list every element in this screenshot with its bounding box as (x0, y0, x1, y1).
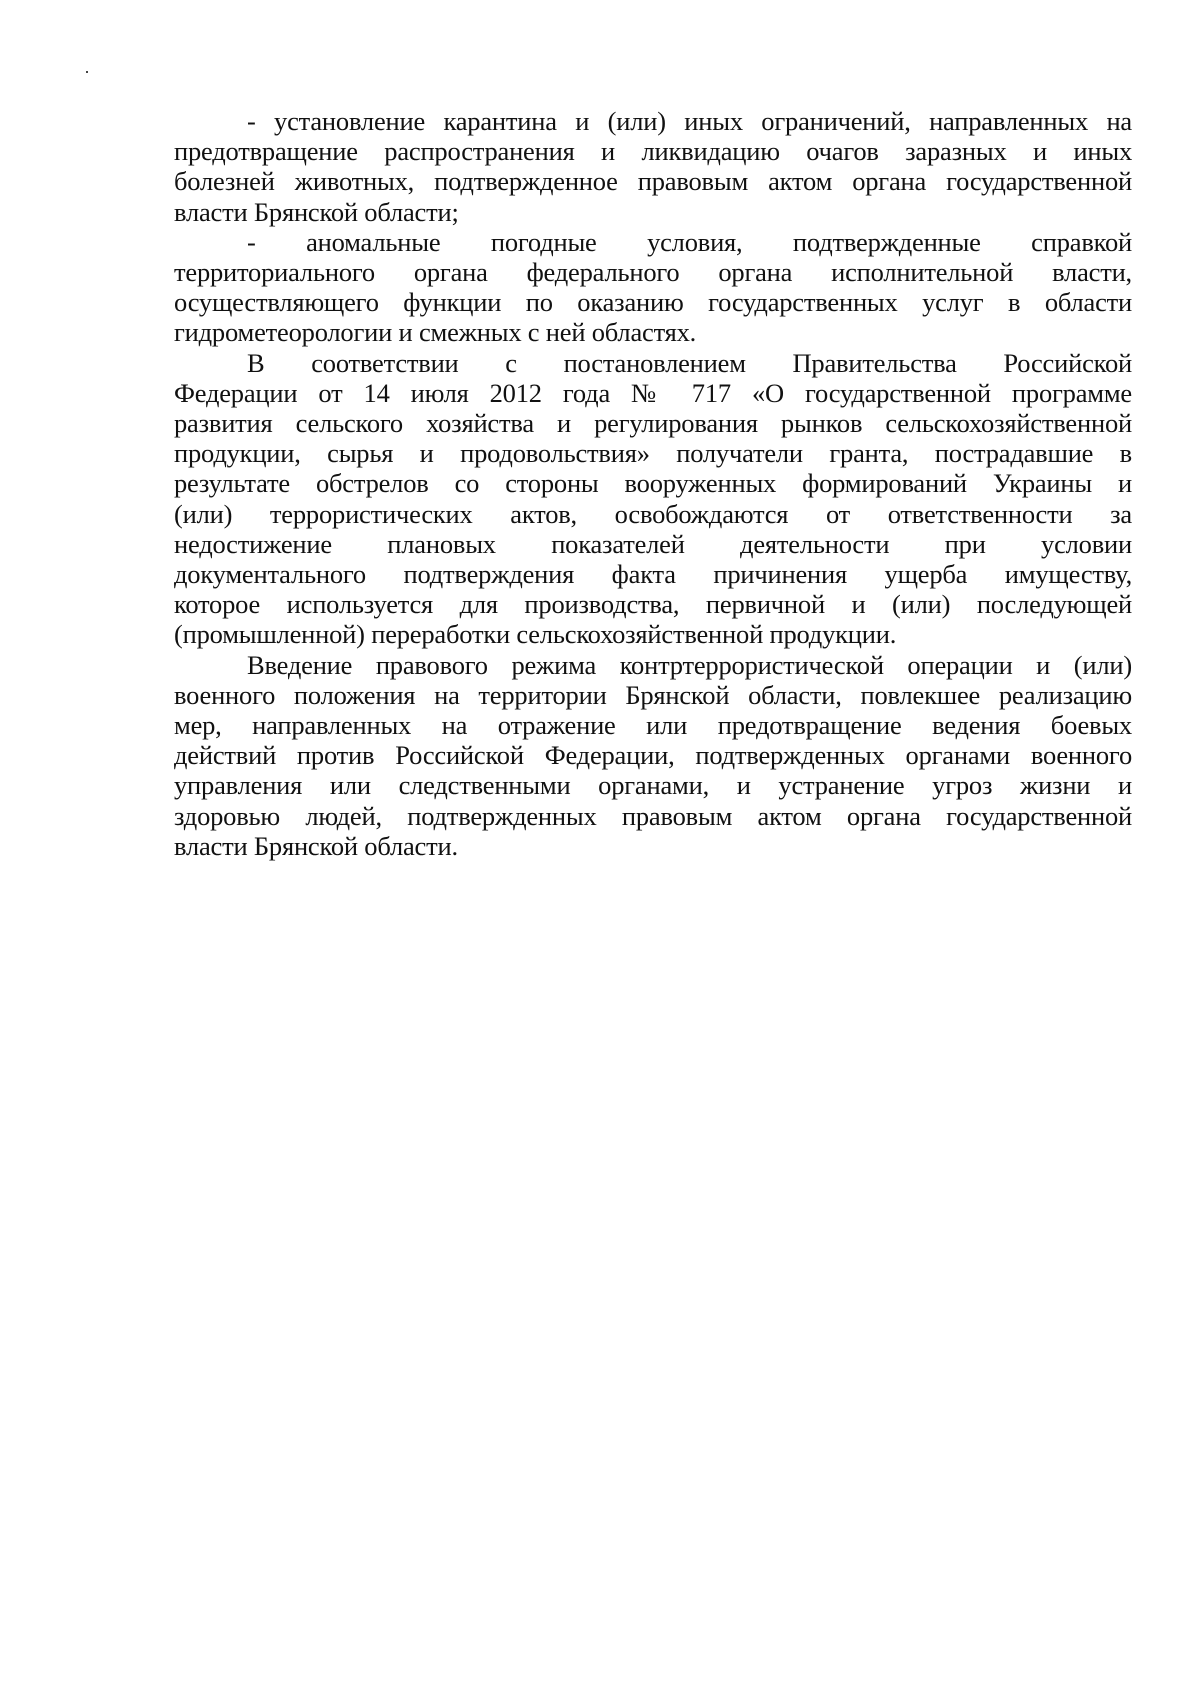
text-line: управления или следственными органами, и устранение угроз жизни и (174, 770, 1132, 801)
text-line: предотвращение распространения и ликвидацию очагов заразных и иных (174, 136, 1132, 167)
paragraph-quarantine (174, 106, 1132, 227)
text-line: результате обстрелов со стороны вооруженных формирований Украины и (174, 468, 1132, 499)
text-line: болезней животных, подтвержденное правовым актом органа государственной (174, 166, 1132, 197)
text-line: развития сельского хозяйства и регулирования рынков сельскохозяйственной (174, 408, 1132, 439)
text-line: здоровью людей, подтвержденных правовым актом органа государственной (174, 800, 1132, 831)
document-page (174, 106, 1132, 861)
text-line: осуществляющего функции по оказанию государственных услуг в области (174, 287, 1132, 318)
text-line: территориального органа федерального органа исполнительной власти, (174, 257, 1132, 288)
text-line: - аномальные погодные условия, подтвержденные справкой (247, 226, 1132, 257)
text-line: гидрометеорологии и смежных с ней областях. (174, 317, 697, 348)
text-line: В соответствии с постановлением Правительства Российской (247, 347, 1132, 378)
text-line: военного положения на территории Брянской области, повлекшее реализацию (174, 679, 1132, 710)
text-line: Введение правового режима контртеррористической операции и (или) (247, 649, 1132, 680)
text-line: недостижение плановых показателей деятельности при условии (174, 528, 1132, 559)
text-line: - установление карантина и (или) иных ограничений, направленных на (247, 106, 1132, 136)
text-line: которое используется для производства, первичной и (или) последующей (174, 589, 1132, 620)
scan-speck (86, 71, 88, 73)
text-line: власти Брянской области; (174, 196, 459, 227)
text-line: мер, направленных на отражение или предотвращение ведения боевых (174, 710, 1132, 741)
text-line: (промышленной) переработки сельскохозяйственной продукции. (174, 619, 897, 650)
text-line: документального подтверждения факта причинения ущерба имуществу, (174, 559, 1132, 590)
text-line: власти Брянской области. (174, 830, 458, 861)
text-line: Федерации от 14 июля 2012 года № 717 «О государственной программе (174, 377, 1132, 408)
text-line: продукции, сырья и продовольствия» получатели гранта, пострадавшие в (174, 438, 1132, 469)
paragraph-counter-terror-regime (174, 650, 1132, 861)
paragraph-government-decree (174, 348, 1132, 650)
text-line: действий против Российской Федерации, подтвержденных органами военного (174, 740, 1132, 771)
text-line: (или) террористических актов, освобождаются от ответственности за (174, 498, 1132, 529)
paragraph-weather (174, 227, 1132, 348)
